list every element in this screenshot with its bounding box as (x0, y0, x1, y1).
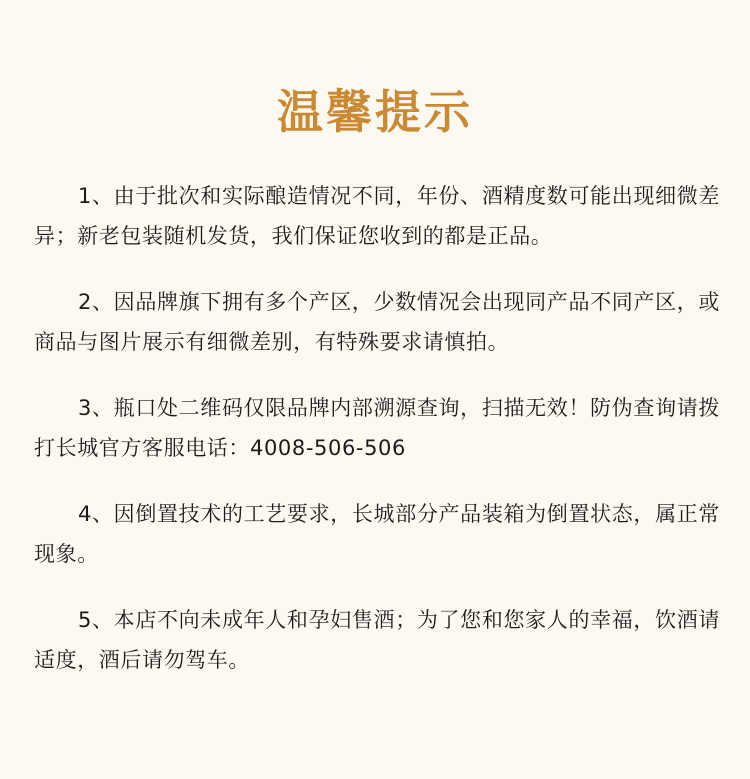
page-title: 温馨提示 (277, 85, 473, 139)
tip-item-3: 3、瓶口处二维码仅限品牌内部溯源查询，扫描无效！防伪查询请拨打长城官方客服电话：4008-506-506 (34, 396, 720, 460)
tip-item-1: 1、由于批次和实际酿造情况不同，年份、酒精度数可能出现细微差异；新老包装随机发货，我们保证您收到的都是正品。 (34, 184, 720, 248)
tip-item-5: 5、本店不向未成年人和孕妇售酒；为了您和您家人的幸福，饮酒请适度，酒后请勿驾车。 (34, 608, 720, 672)
tips-list (34, 176, 720, 706)
tip-item-2: 2、因品牌旗下拥有多个产区，少数情况会出现同产品不同产区，或商品与图片展示有细微差别，有特殊要求请慎拍。 (34, 290, 720, 354)
tip-item-4: 4、因倒置技术的工艺要求，长城部分产品装箱为倒置状态，属正常现象。 (34, 502, 720, 566)
